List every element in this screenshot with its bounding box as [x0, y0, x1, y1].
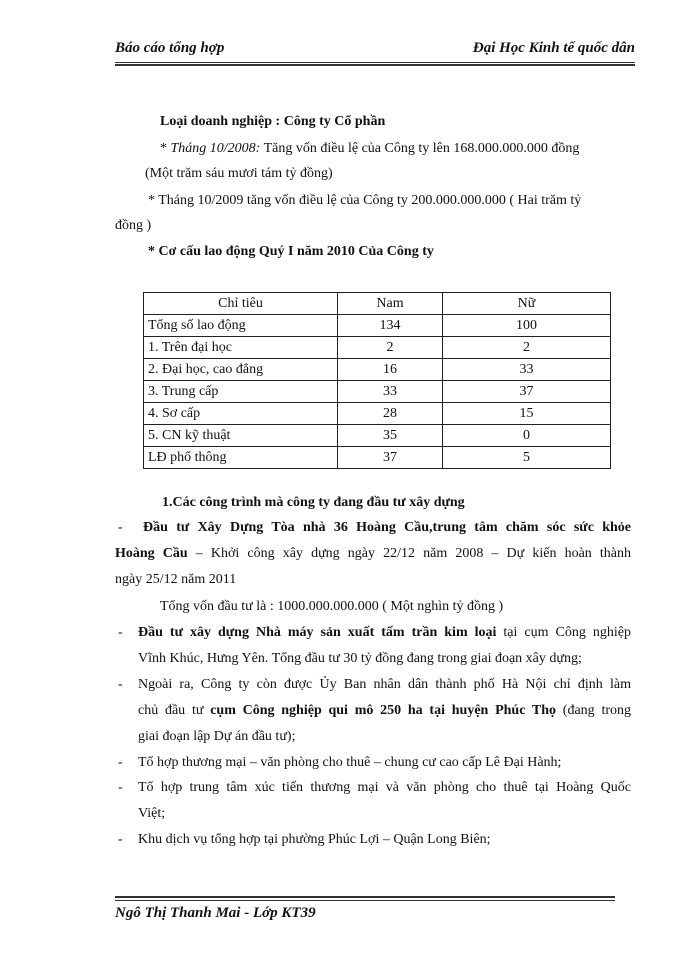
project-phuc-tho-suffix: (đang trong: [556, 703, 631, 718]
row-label: LĐ phổ thông: [144, 447, 338, 469]
row-label: 5. CN kỹ thuật: [144, 425, 338, 447]
column-header-criteria: Chỉ tiêu: [144, 293, 338, 315]
company-type: Loại doanh nghiệp : Công ty Cổ phần: [160, 114, 386, 129]
paragraph-capital-2008-text: Tăng vốn điều lệ của Công ty lên 168.000.000.000 đồng: [260, 141, 580, 156]
male-count: 37: [338, 447, 443, 469]
row-label: Tổng số lao động: [144, 315, 338, 337]
female-count: 100: [443, 315, 611, 337]
table-row: [144, 381, 611, 403]
project-le-dai-hanh: Tổ hợp thương mại – văn phòng cho thuê – chung cư cao cấp Lê Đại Hành;: [138, 755, 562, 770]
project-hoang-quoc-viet-line1: Tổ hợp trung tâm xúc tiến thương mại và văn phòng cho thuê tại Hoàng Quốc: [138, 780, 631, 795]
project-phuc-tho-prefix: chủ đầu tư: [138, 703, 211, 718]
project-phuc-tho-line1: Ngoài ra, Công ty còn được Ủy Ban nhân dân thành phố Hà Nội chỉ định làm: [138, 677, 631, 692]
header-university: Đại Học Kinh tế quốc dân: [472, 40, 635, 56]
footer-author: Ngô Thị Thanh Mai - Lớp KT39: [115, 905, 316, 921]
project-phuc-tho-line3: giai đoạn lập Dự án đầu tư);: [138, 729, 296, 744]
table-row: [144, 315, 611, 337]
labor-structure-heading: * Cơ cấu lao động Quý I năm 2010 Của Công ty: [148, 244, 434, 259]
table-row: [144, 425, 611, 447]
female-count: 15: [443, 403, 611, 425]
project-metal-ceiling-title: Đầu tư xây dựng Nhà máy sản xuất tấm trần kim loại: [138, 625, 497, 640]
table-row: [144, 447, 611, 469]
header-divider: [115, 64, 635, 66]
project-metal-ceiling-line1: [138, 623, 631, 643]
footer-divider: [115, 896, 615, 898]
project-hoang-cau-line2: [115, 544, 631, 564]
paragraph-capital-2009: * Tháng 10/2009 tăng vốn điều lệ của Công ty 200.000.000.000 ( Hai trăm tỷ: [148, 193, 582, 208]
header-report-title: Báo cáo tổng hợp: [115, 40, 225, 56]
row-label: 3. Trung cấp: [144, 381, 338, 403]
male-count: 28: [338, 403, 443, 425]
project-metal-ceiling-location: tại cụm Công nghiệp: [496, 625, 631, 640]
list-bullet: -: [118, 780, 123, 795]
male-count: 2: [338, 337, 443, 359]
project-metal-ceiling-line2: Vĩnh Khúc, Hưng Yên. Tổng đầu tư 30 tỷ đồng đang trong giai đoạn xây dựng;: [138, 651, 582, 666]
table-row: [144, 403, 611, 425]
column-header-male: Nam: [338, 293, 443, 315]
row-label: 2. Đại học, cao đẳng: [144, 359, 338, 381]
project-hoang-cau-schedule: – Khởi công xây dựng ngày 22/12 năm 2008 – Dự kiến hoàn thành: [187, 546, 631, 561]
table-row: [144, 337, 611, 359]
list-bullet: -: [118, 625, 123, 640]
row-label: 4. Sơ cấp: [144, 403, 338, 425]
project-hoang-cau-name: Hoàng Cầu: [115, 546, 188, 561]
footer-divider-thin: [115, 900, 615, 901]
female-count: 33: [443, 359, 611, 381]
male-count: 134: [338, 315, 443, 337]
project-hoang-cau-total: Tổng vốn đầu tư là : 1000.000.000.000 ( Một nghìn tỷ đồng ): [160, 599, 504, 614]
row-label: 1. Trên đại học: [144, 337, 338, 359]
male-count: 35: [338, 425, 443, 447]
projects-heading: 1.Các công trình mà công ty đang đầu tư xây dựng: [162, 495, 465, 510]
male-count: 16: [338, 359, 443, 381]
project-hoang-cau-line3: ngày 25/12 năm 2011: [115, 572, 237, 587]
project-phuc-tho-title: cụm Công nghiệp qui mô 250 ha tại huyện Phúc Thọ: [210, 703, 557, 718]
page-header: [115, 40, 635, 63]
project-phuc-loi: Khu dịch vụ tổng hợp tại phường Phúc Lợi – Quận Long Biên;: [138, 832, 491, 847]
labor-table-header-row: [144, 293, 611, 315]
table-row: [144, 359, 611, 381]
project-hoang-cau-title: Đầu tư Xây Dựng Tòa nhà 36 Hoàng Cầu,trung tâm chăm sóc sức khỏe: [143, 520, 631, 535]
column-header-female: Nữ: [443, 293, 611, 315]
paragraph-capital-2008: [160, 139, 579, 159]
paragraph-capital-2009-line2: đồng ): [115, 218, 152, 233]
labor-table: [143, 292, 611, 469]
male-count: 33: [338, 381, 443, 403]
paragraph-capital-2008-marker: *: [160, 141, 171, 156]
paragraph-capital-2008-date: Tháng 10/2008:: [170, 141, 261, 156]
project-hoang-quoc-viet-line2: Việt;: [138, 806, 166, 821]
female-count: 0: [443, 425, 611, 447]
list-bullet: -: [118, 520, 123, 535]
list-bullet: -: [118, 755, 123, 770]
list-bullet: -: [118, 832, 123, 847]
project-phuc-tho-line2: [138, 701, 631, 721]
paragraph-capital-2008-line2: (Một trăm sáu mươi tám tỷ đồng): [145, 166, 333, 181]
list-bullet: -: [118, 677, 123, 692]
female-count: 2: [443, 337, 611, 359]
female-count: 37: [443, 381, 611, 403]
female-count: 5: [443, 447, 611, 469]
